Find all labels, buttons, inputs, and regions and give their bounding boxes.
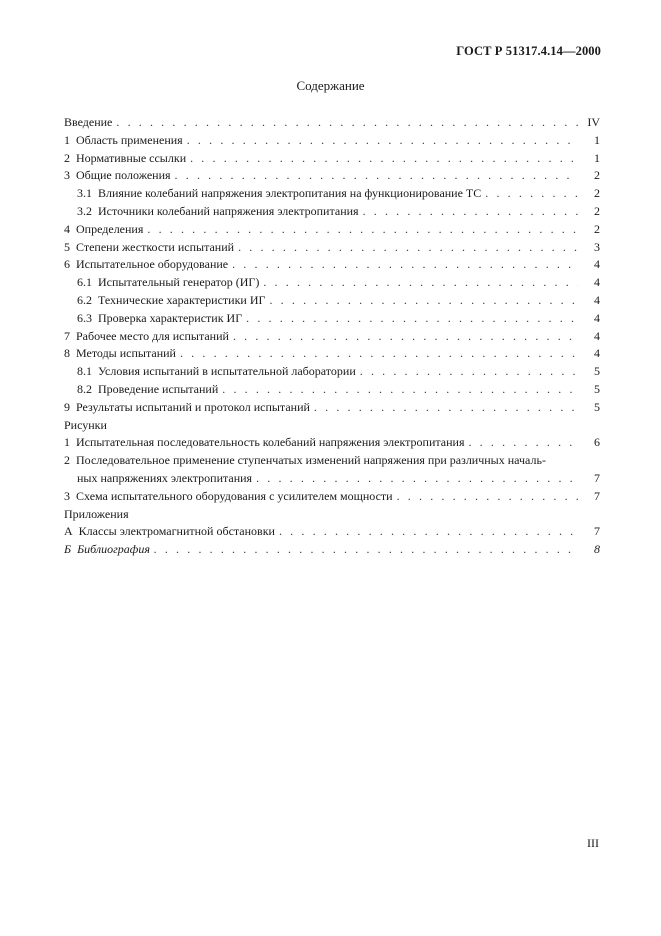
toc-figure[interactable]: 1 Испытательная последовательность колебаний напряжения электропитания . . . 6 [64, 434, 600, 452]
toc-subentry[interactable]: 8.1 Условия испытаний в испытательной лаборатории . . . 5 [64, 363, 600, 381]
toc-entry[interactable]: 8 Методы испытаний . . . 4 [64, 345, 600, 363]
annex-heading: Приложения [64, 506, 129, 521]
figures-heading: Рисунки [64, 417, 107, 432]
toc-entry[interactable]: 5 Степени жесткости испытаний . . . 3 [64, 239, 600, 257]
page-ref: 4 [594, 275, 600, 290]
toc-entry[interactable]: 6 Испытательное оборудование . . . 4 [64, 256, 600, 274]
page-ref: 5 [594, 399, 600, 414]
page-ref: 6 [594, 435, 600, 450]
doc-code: ГОСТ Р 51317.4.14—2000 [456, 44, 601, 58]
page-ref: 7 [594, 488, 600, 503]
toc-annex[interactable]: А Классы электромагнитной обстановки . . . 7 [64, 523, 600, 541]
page-ref: 5 [594, 381, 600, 396]
page-ref: 4 [594, 346, 600, 361]
toc-subentry[interactable]: 6.1 Испытательный генератор (ИГ) . . . 4 [64, 274, 600, 292]
toc-figure[interactable]: 3 Схема испытательного оборудования с усилителем мощности . . . 7 [64, 488, 600, 506]
toc-entry[interactable]: 1 Область применения . . . 1 [64, 132, 600, 150]
page-number: III [587, 836, 599, 850]
toc-subentry[interactable]: 6.3 Проверка характеристик ИГ . . . 4 [64, 310, 600, 328]
table-of-contents [64, 114, 600, 559]
page-ref: 2 [594, 168, 600, 183]
page-ref: 7 [594, 470, 600, 485]
page-ref: 8 [594, 542, 600, 557]
toc-entry[interactable]: 9 Результаты испытаний и протокол испытаний . . . 5 [64, 399, 600, 417]
page-ref: 4 [594, 328, 600, 343]
page-ref: 2 [594, 203, 600, 218]
page-ref: 1 [594, 132, 600, 147]
toc-subentry[interactable]: 3.1 Влияние колебаний напряжения электропитания на функционирование ТС . . . 2 [64, 185, 600, 203]
page-ref: 7 [594, 524, 600, 539]
toc-title: Содержание [296, 78, 365, 93]
toc-subentry[interactable]: 6.2 Технические характеристики ИГ . . . 4 [64, 292, 600, 310]
page-ref: IV [587, 115, 600, 129]
toc-entry[interactable]: 7 Рабочее место для испытаний . . . 4 [64, 328, 600, 346]
page-ref: 3 [594, 239, 600, 254]
page-ref: 4 [594, 310, 600, 325]
toc-entry[interactable]: 2 Нормативные ссылки . . . 1 [64, 150, 600, 168]
toc-subentry[interactable]: 3.2 Источники колебаний напряжения электропитания . . . 2 [64, 203, 600, 221]
page-ref: 2 [594, 221, 600, 236]
page-ref: 1 [594, 150, 600, 165]
toc-subentry[interactable]: 8.2 Проведение испытаний . . . 5 [64, 381, 600, 399]
page-ref: 2 [594, 186, 600, 201]
toc-entry[interactable]: 4 Определения . . . 2 [64, 221, 600, 239]
toc-figure[interactable]: 2 Последовательное применение ступенчатых изменений напряжения при различных началь- ных напряжениях электропитания . . . 7 [64, 452, 600, 488]
page-ref: 4 [594, 292, 600, 307]
toc-entry-intro[interactable]: Введение . . . IV [64, 114, 600, 132]
toc-annex[interactable]: Б Библиография . . . 8 [64, 541, 600, 559]
page-ref: 5 [594, 364, 600, 379]
page-ref: 4 [594, 257, 600, 272]
toc-entry[interactable]: 3 Общие положения . . . 2 [64, 167, 600, 185]
